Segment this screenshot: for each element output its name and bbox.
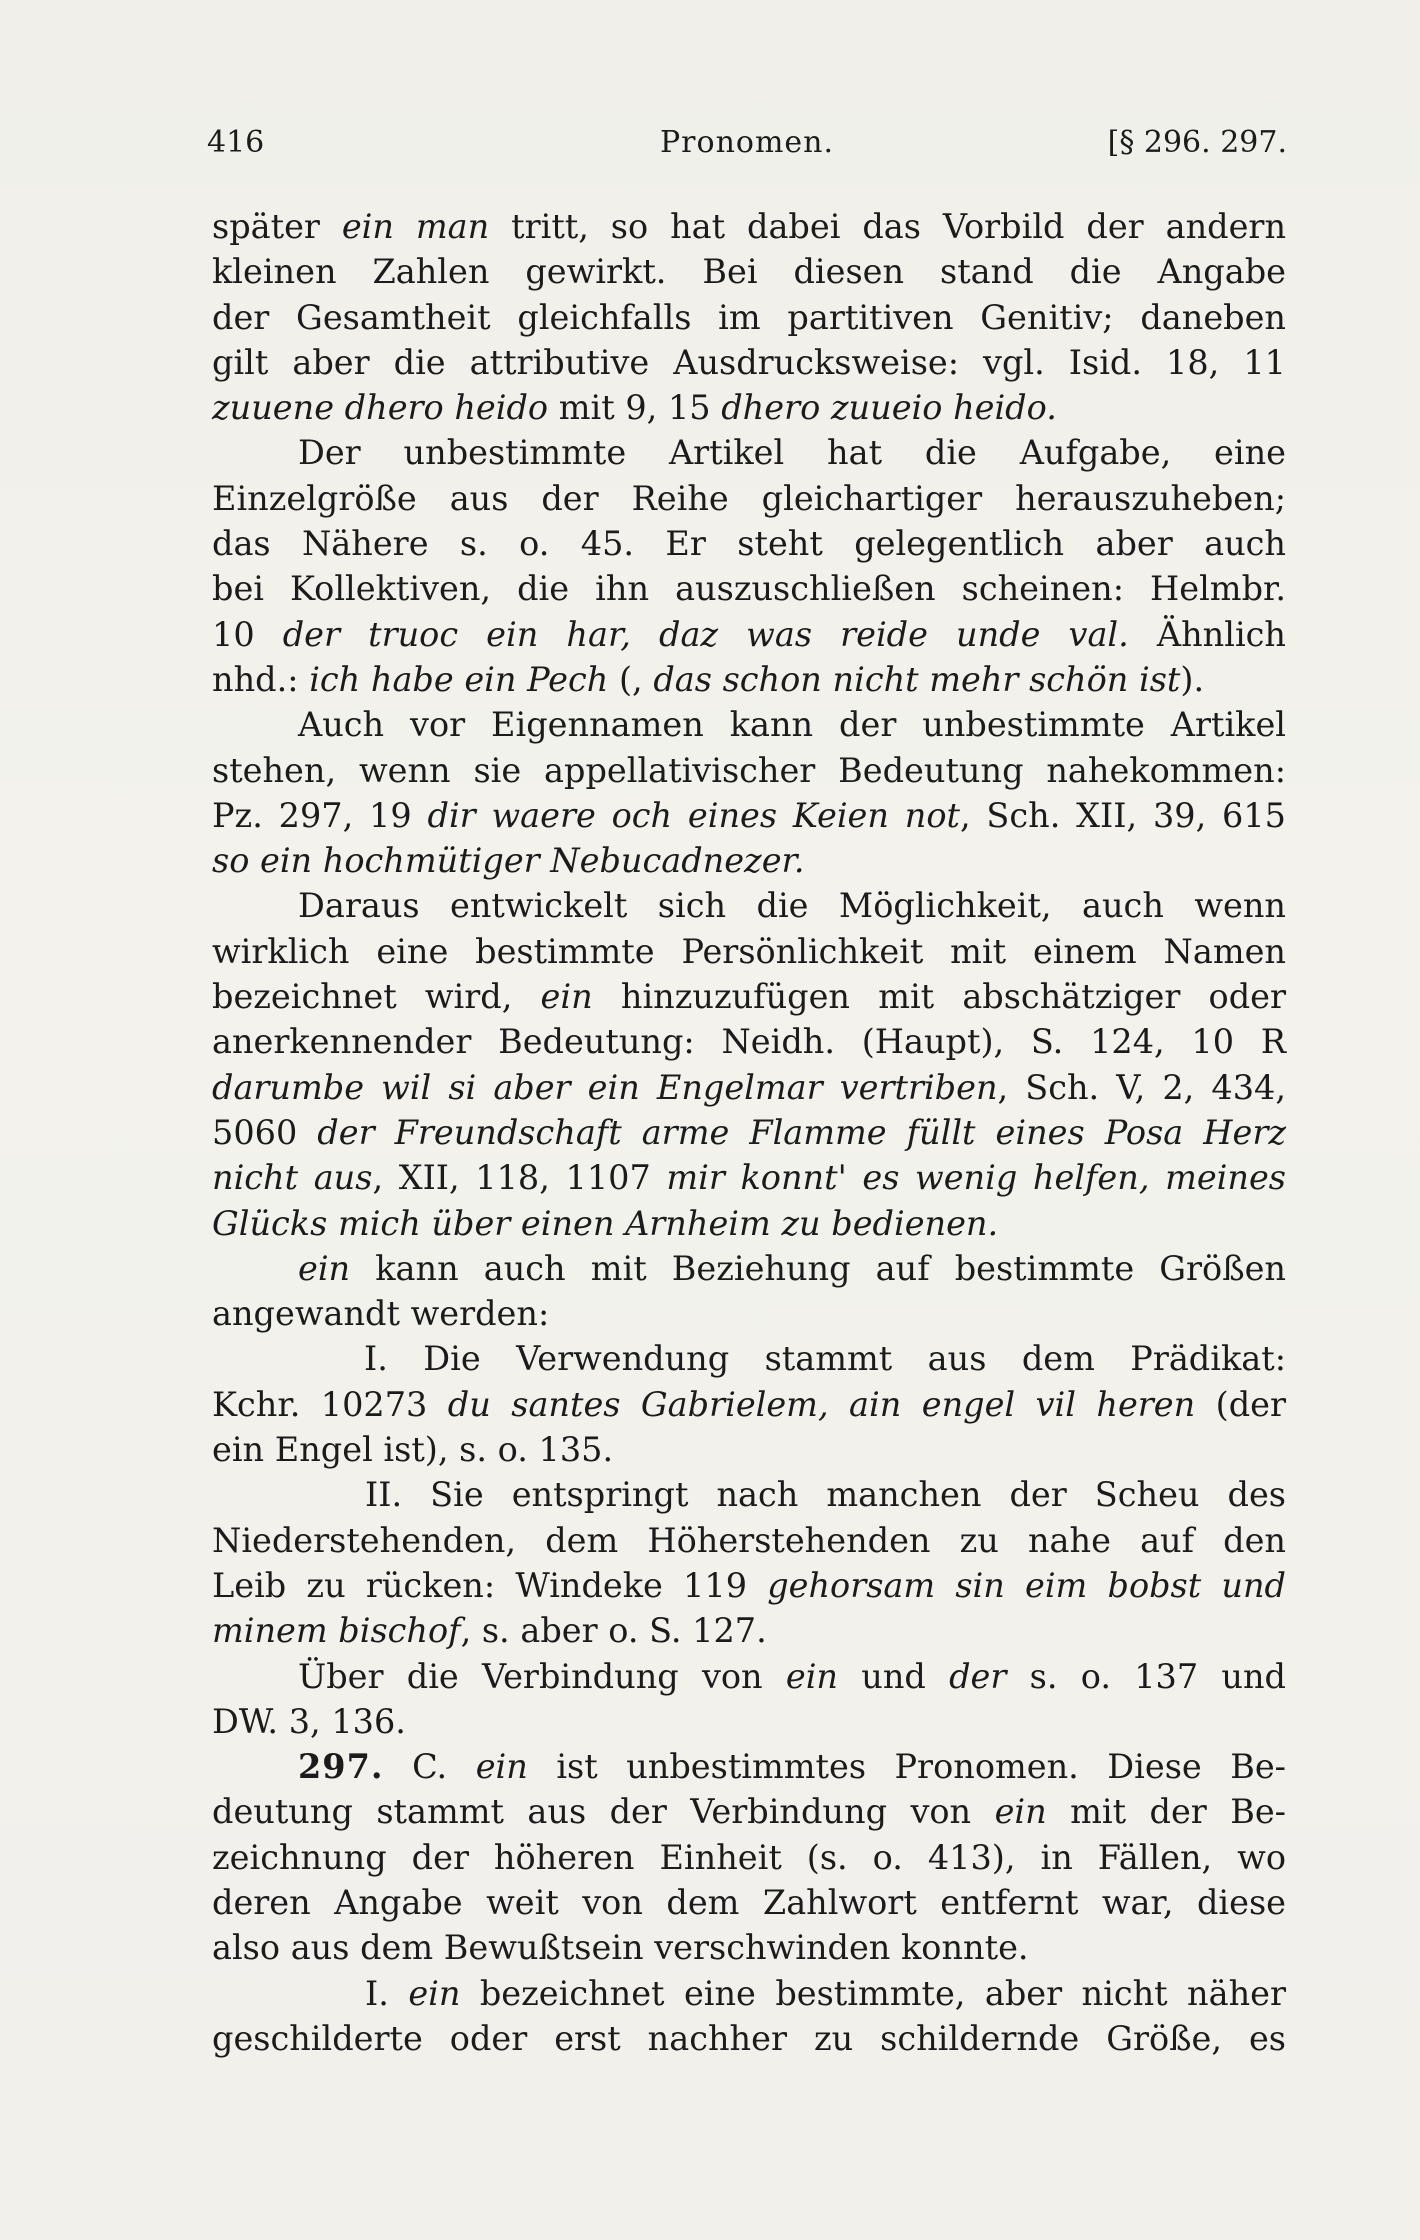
text-run: Auch vor Eigennamen kann der unbestimmte Artikel xyxy=(298,705,1286,745)
text-run: , Sch. V, 2, 434, xyxy=(997,1067,1286,1107)
text-run: kleinen Zahlen gewirkt. Bei diesen stand die Angabe xyxy=(212,252,1286,292)
text-line xyxy=(212,566,1286,611)
italic-citation: ein xyxy=(994,1792,1047,1832)
text-line xyxy=(212,295,1286,340)
text-line xyxy=(212,1427,1286,1472)
running-head xyxy=(207,118,1287,168)
text-line xyxy=(212,1563,1286,1608)
text-run: I. Die Verwendung stammt aus dem Prädikat: xyxy=(364,1339,1286,1379)
page-title: Pronomen. xyxy=(659,125,835,160)
text-run: geschilderte oder erst nachher zu schildernde Größe, es xyxy=(212,2018,1286,2058)
italic-citation: so ein hochmütiger Nebucadnezer. xyxy=(212,841,805,881)
text-run: Niederstehenden, dem Höherstehenden zu nahe auf den xyxy=(212,1520,1286,1560)
text-run: gilt aber die attributive Ausdrucksweise: vgl. Isid. 18, 11 xyxy=(212,342,1286,382)
text-run: , XII, 118, 1107 xyxy=(372,1158,667,1198)
text-run: I. xyxy=(365,1973,409,2013)
text-run: hinzuzufügen mit abschätziger oder xyxy=(592,977,1287,1017)
text-line xyxy=(212,793,1286,838)
text-run: ein Engel ist), s. o. 135. xyxy=(212,1430,614,1470)
text-run: anerkennender Bedeutung: Neidh. (Haupt), S. 124, 10 R xyxy=(212,1022,1286,1062)
italic-citation: gehorsam sin eim bobst und xyxy=(767,1565,1286,1605)
text-run: und xyxy=(838,1656,950,1696)
text-run: Kchr. 10273 xyxy=(212,1384,448,1424)
italic-citation: ein xyxy=(408,1973,461,2013)
text-line xyxy=(212,249,1286,294)
text-line xyxy=(212,1925,1286,1970)
text-run: ist unbestimmtes Pronomen. Diese Be- xyxy=(527,1747,1286,1787)
text-line xyxy=(212,1246,1286,1291)
text-run: (der xyxy=(1195,1384,1286,1424)
italic-citation: du santes Gabrielem, ain engel vil heren xyxy=(447,1384,1196,1424)
italic-citation: ein man xyxy=(341,207,490,246)
text-line xyxy=(212,1019,1286,1064)
italic-citation: ein xyxy=(475,1747,528,1787)
text-run: II. Sie entspringt nach manchen der Scheu des xyxy=(365,1475,1286,1515)
italic-citation: minem bischof xyxy=(212,1611,461,1651)
text-run: Pz. 297, 19 xyxy=(212,795,428,835)
text-run: Einzelgröße aus der Reihe gleichartiger herauszuheben; xyxy=(212,478,1286,518)
text-line xyxy=(212,1835,1286,1880)
text-line xyxy=(212,1971,1286,2016)
text-run: also aus dem Bewußtsein verschwinden konnte. xyxy=(212,1928,1029,1968)
text-line xyxy=(212,1382,1286,1427)
text-line xyxy=(212,1880,1286,1925)
text-run: der Gesamtheit gleichfalls im partitiven Genitiv; daneben xyxy=(212,297,1286,337)
text-run: deren Angabe weit von dem Zahlwort entfernt war, diese xyxy=(212,1882,1286,1922)
text-run: mit der Be- xyxy=(1046,1792,1287,1832)
italic-citation: nicht aus xyxy=(212,1158,373,1198)
text-line xyxy=(212,340,1286,385)
italic-citation: ich habe ein Pech xyxy=(309,659,609,699)
italic-citation: dir waere och eines Keien not xyxy=(427,795,960,835)
text-line xyxy=(212,1699,1286,1744)
text-run: Leib zu rücken: Windeke 119 xyxy=(212,1565,768,1605)
text-run: 10 xyxy=(212,614,283,654)
text-run: bezeichnet eine bestimmte, aber nicht näher xyxy=(460,1973,1287,2013)
text-line xyxy=(212,974,1286,1019)
text-line xyxy=(212,385,1286,430)
text-line xyxy=(212,521,1286,566)
text-run: nhd.: xyxy=(212,659,310,699)
text-run: mit 9, 15 xyxy=(548,388,722,428)
italic-citation: Glücks mich über einen Arnheim zu bedienen. xyxy=(212,1203,999,1243)
text-run: bezeichnet wird, xyxy=(212,977,541,1017)
text-line xyxy=(212,883,1286,928)
text-line xyxy=(212,1744,1286,1789)
text-line xyxy=(212,1110,1286,1155)
text-run: , Sch. XII, 39, 615 xyxy=(959,795,1286,835)
text-line xyxy=(212,1472,1286,1517)
text-line xyxy=(212,929,1286,974)
text-run: tritt, so hat dabei das Vorbild der andern xyxy=(489,207,1287,246)
text-line xyxy=(212,476,1286,521)
text-line xyxy=(212,2016,1286,2061)
text-run: s. o. 137 und xyxy=(1006,1656,1286,1696)
text-run: zeichnung der höheren Einheit (s. o. 413), in Fällen, wo xyxy=(212,1837,1286,1877)
text-run: DW. 3, 136. xyxy=(212,1701,406,1741)
text-run: , s. aber o. S. 127. xyxy=(460,1611,767,1651)
text-line xyxy=(212,1336,1286,1381)
text-run: das Nähere s. o. 45. Er steht gelegentlich aber auch xyxy=(212,524,1286,564)
body-text xyxy=(212,204,1286,2061)
text-line xyxy=(212,1291,1286,1336)
text-line xyxy=(212,1201,1286,1246)
section-reference: [§ 296. 297. xyxy=(1107,125,1287,160)
text-line xyxy=(212,1518,1286,1563)
italic-citation: das schon nicht mehr schön ist xyxy=(653,659,1181,699)
text-run: (, xyxy=(608,659,654,699)
italic-citation: der Freundschaft arme Flamme füllt eines Posa Herz xyxy=(317,1112,1286,1152)
text-run: Der unbestimmte Artikel hat die Aufgabe, eine xyxy=(298,433,1286,473)
text-run: stehen, wenn sie appellativischer Bedeutung nahekommen: xyxy=(212,750,1286,790)
text-run: deutung stammt aus der Verbindung von xyxy=(212,1792,995,1832)
italic-citation: zuuene dhero heido xyxy=(212,388,549,428)
text-run: Ähnlich xyxy=(1128,614,1286,654)
text-run: 5060 xyxy=(212,1112,318,1152)
italic-citation: ein xyxy=(540,977,593,1017)
italic-citation: der xyxy=(949,1656,1007,1696)
italic-citation: dhero zuueio heido. xyxy=(721,388,1057,428)
text-line xyxy=(212,838,1286,883)
text-line xyxy=(212,430,1286,475)
text-line xyxy=(212,1789,1286,1834)
italic-citation: der truoc ein har, daz was reide unde val. xyxy=(282,614,1129,654)
text-run: später xyxy=(212,207,342,246)
text-run: wirklich eine bestimmte Persönlichkeit mit einem Namen xyxy=(212,931,1286,971)
italic-citation: mir konnt' es wenig helfen, meines xyxy=(666,1158,1286,1198)
italic-citation: ein xyxy=(298,1248,351,1288)
text-line xyxy=(212,204,1286,249)
text-run: bei Kollektiven, die ihn auszuschließen scheinen: Helmbr. xyxy=(212,569,1286,609)
text-run: C. xyxy=(383,1747,476,1787)
text-line xyxy=(212,1608,1286,1653)
text-line xyxy=(212,1654,1286,1699)
italic-citation: darumbe wil si aber ein Engelmar vertriben xyxy=(212,1067,998,1107)
text-line xyxy=(212,748,1286,793)
text-run: ). xyxy=(1180,659,1205,699)
italic-citation: ein xyxy=(785,1656,839,1696)
text-run: Über die Verbindung von xyxy=(298,1656,786,1696)
text-run: kann auch mit Beziehung auf bestimmte Größen xyxy=(350,1248,1286,1288)
text-run: angewandt werden: xyxy=(212,1294,550,1334)
text-line xyxy=(212,1155,1286,1200)
text-run: Daraus entwickelt sich die Möglichkeit, auch wenn xyxy=(298,886,1286,926)
text-line xyxy=(212,702,1286,747)
text-line xyxy=(212,1065,1286,1110)
page-number: 416 xyxy=(207,125,265,160)
text-line xyxy=(212,612,1286,657)
section-number: 297. xyxy=(298,1747,384,1787)
text-line xyxy=(212,657,1286,702)
